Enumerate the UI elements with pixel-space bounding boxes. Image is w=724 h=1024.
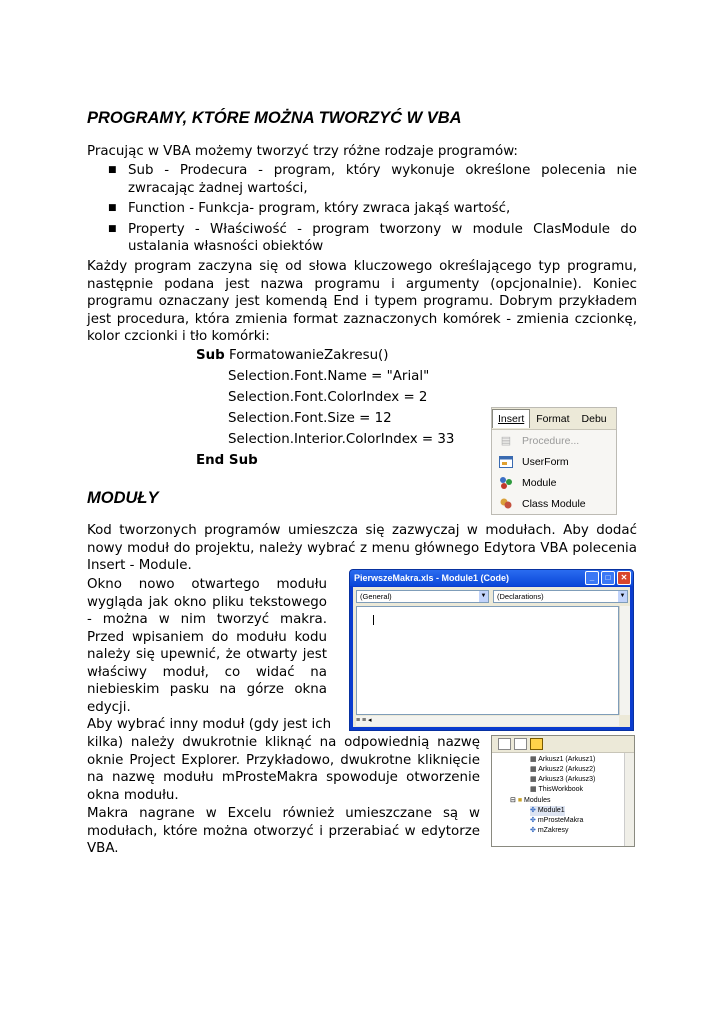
code-window-titlebar [350,570,633,586]
tree-item[interactable]: ▦ Arkusz3 (Arkusz3) [530,776,596,783]
tree-item[interactable]: ✤ mZakresy [530,827,569,834]
paragraph-recorded-macros: Makra nagrane w Excelu również umieszczane są w modułach, które można otworzyć i przerabiać w edytorze VBA. [87,806,480,856]
heading-moduly: MODUŁY [87,489,159,507]
insert-menu-screenshot [491,407,617,515]
project-toolbar [492,736,634,753]
procedure-icon: ▤ [500,435,512,447]
program-types-list [87,162,637,256]
view-code-icon[interactable] [498,738,511,750]
list-item: ■ Property - Właściwość - program tworzony w module ClasModule do ustalania własności obiektów [108,221,637,254]
userform-icon [497,455,515,469]
minimize-icon[interactable]: _ [585,571,599,585]
sheet-icon: ▦ [530,766,537,773]
close-icon[interactable]: ✕ [617,571,631,585]
sub-name: FormatowanieZakresu() [224,348,389,363]
menu-format[interactable]: Format [536,412,570,425]
paragraph-choose-module: kilka) należy dwukrotnie kliknąć na odpowiednią nazwę oknie Project Explorer. Przykładowo, dwukrotne kliknięcie na nazwę modułu mProsteMakra spowoduje otworzenie okna modułu. [87,735,480,803]
vertical-scrollbar[interactable] [619,606,630,715]
object-combo[interactable]: (General) ▼ [356,590,489,603]
collapse-icon: ⊟ [510,797,516,804]
class-module-icon [497,497,515,511]
horizontal-scrollbar[interactable]: ≡ ≡ ◂ [356,716,619,726]
module-icon: ✤ [530,807,536,814]
menu-debug[interactable]: Debu [581,412,607,425]
tree-item[interactable]: ✤ mProsteMakra [530,817,584,824]
tree-item-selected[interactable]: ✤ Module1 [530,807,565,814]
tree-item[interactable]: ▦ Arkusz2 (Arkusz2) [530,766,596,773]
toggle-folders-icon[interactable] [530,738,543,750]
code-sample [196,345,454,471]
view-object-icon[interactable] [514,738,527,750]
chevron-down-icon: ▼ [479,591,488,602]
paragraph-program-structure: Każdy program zaczyna się od słowa kluczowego określającego typ programu, następnie podana jest nazwa programu i argumenty (opcjonalnie). Koniec programu oznaczany jest komendą End i typem programu. Dobrym przykładem jest procedura, która zmienia format zaznaczonych komórek - zmienia czcionkę, kolor czcionki i tło komórki: [87,259,637,344]
vertical-scrollbar[interactable] [624,753,634,846]
paragraph-modules-intro: Kod tworzonych programów umieszcza się zazwyczaj w modułach. Aby dodać nowy moduł do projektu, należy wybrać z menu głównego Edytora VBA polecenia Insert - Module. [87,523,637,573]
menu-item-procedure[interactable]: ▤ Procedure... [492,430,616,451]
folder-icon: ■ [517,797,523,804]
chevron-down-icon: ▼ [618,591,627,602]
module-icon: ✤ [530,817,536,824]
project-tree [492,753,624,846]
menu-item-userform[interactable]: UserForm [492,451,616,472]
menu-item-module[interactable]: Module [492,472,616,493]
module-icon [497,476,515,490]
tree-item[interactable]: ▦ ThisWorkbook [530,786,584,793]
code-window-body [353,587,630,727]
procedure-combo[interactable]: (Declarations) ▼ [493,590,628,603]
code-line: Selection.Interior.ColorIndex = 33 [228,432,455,447]
paragraph-choose-module-start: Aby wybrać inny moduł (gdy jest ich [87,717,332,732]
paragraph-module-window: Okno nowo otwartego modułu wygląda jak okno pliku tekstowego - można w nim tworzyć makra. Przed wpisaniem do modułu kodu należy się upewnić, że otwarty jest właściwy moduł, co widać na niebieskim pasku na górze okna edycji. [87,577,327,715]
intro-text: Pracując w VBA możemy tworzyć trzy różne rodzaje programów: [87,144,518,159]
module-icon: ✤ [530,827,536,834]
code-window-screenshot [349,569,634,731]
code-window-title: PierwszeMakra.xls - Module1 (Code) [354,573,510,583]
code-editor[interactable] [356,606,619,715]
text-cursor [373,615,374,625]
list-item: ■ Sub - Prodecura - program, który wykonuje określone polecenia nie zwracając żadnej wartości, [108,163,637,196]
menu-bar [492,408,616,430]
end-sub: End Sub [196,453,258,468]
list-item: ■ Function - Funkcja- program, który zwraca jakąś wartość, [108,201,511,216]
heading-programy: PROGRAMY, KTÓRE MOŻNA TWORZYĆ W VBA [87,109,462,127]
workbook-icon: ▦ [530,786,537,793]
menu-item-class-module[interactable]: Class Module [492,493,616,514]
code-line: Selection.Font.Size = 12 [228,411,392,426]
tree-folder[interactable]: ⊟ ■ Modules [510,797,551,804]
menu-insert[interactable]: Insert [492,409,530,428]
code-line: Selection.Font.ColorIndex = 2 [228,390,428,405]
maximize-icon[interactable]: □ [601,571,615,585]
code-line: Selection.Font.Name = "Arial" [228,369,430,384]
sub-keyword: Sub [196,348,225,363]
sheet-icon: ▦ [530,776,537,783]
project-explorer-screenshot [491,735,635,847]
sheet-icon: ▦ [530,756,537,763]
tree-item[interactable]: ▦ Arkusz1 (Arkusz1) [530,756,596,763]
